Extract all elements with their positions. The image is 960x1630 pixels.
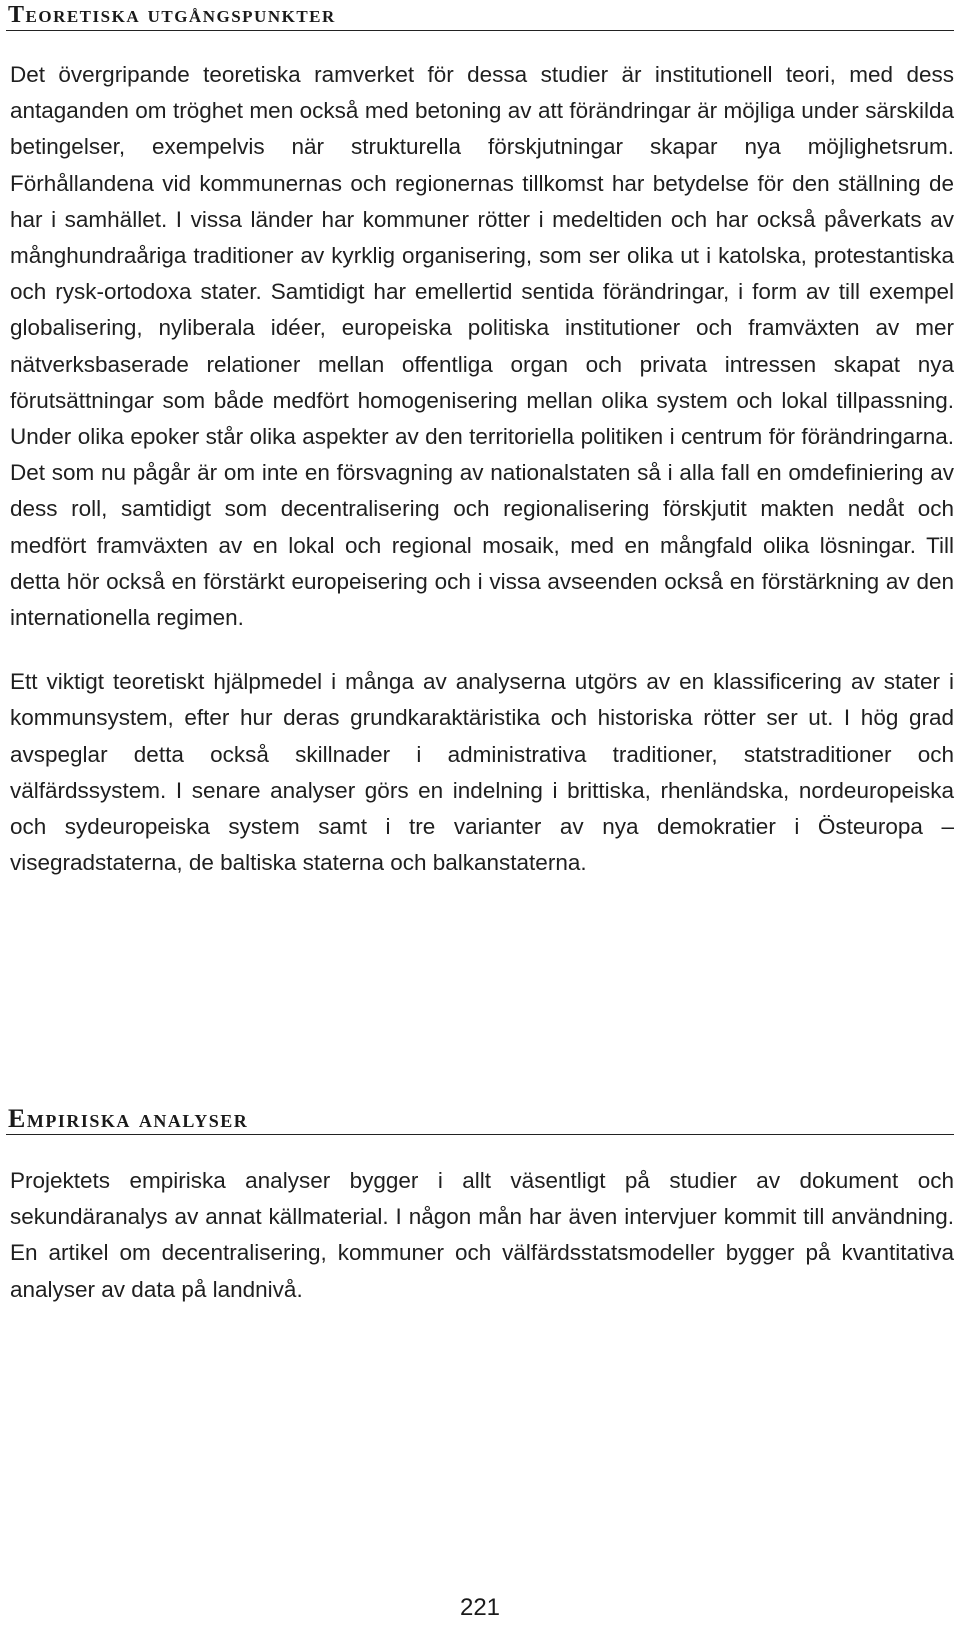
body-paragraph: Det övergripande teoretiska ramverket för dessa studier är institutionell teori, med dess antaganden om tröghet men också med betoning av att förändringar är möjliga under särskilda betingelser, exempelvis när strukturella förskjutningar skapar nya möjlighetsrum. Förhållandena vid kommunernas och regionernas tillkomst har betydelse för den ställning de har i samhället. I vissa länder har kommuner rötter i medeltiden och har också påverkats av månghundraåriga traditioner av kyrklig organisering, som ser olika ut i katolska, protestantiska och rysk-ortodoxa stater. Samtidigt har emellertid sentida förändringar, i form av till exempel globalisering, nyliberala idéer, europeiska politiska institutioner och framväxten av mer nätverksbaserade relationer mellan offentliga organ och privata intressen skapat nya förutsättningar som både medfört homogenisering mellan olika system och lokal tillpassning. Under olika epoker står olika aspekter av den territoriella politiken i centrum för förändringarna. Det som nu pågår är om inte en försvagning av nationalstaten så i alla fall en omdefiniering av dess roll, samtidigt som decentralisering och regionalisering förskjutit makten nedåt och medfört framväxten av en lokal och regional mosaik, med en mångfald olika lösningar. Till detta hör också en förstärkt europeisering och i vissa avseenden också en förstärkning av den internationella regimen. [10,62,954,631]
section-heading: Empiriska analyser [6,1104,954,1135]
body-paragraph: Projektets empiriska analyser bygger i allt väsentligt på studier av dokument och sekundäranalys av annat källmaterial. I någon mån har även intervjuer kommit till användning. En artikel om decentralisering, kommuner och välfärdsstatsmodeller bygger på kvantitativa analyser av data på landnivå. [10,1168,954,1302]
section-theoretical-basis [6,0,954,881]
body-paragraph: Ett viktigt teoretiskt hjälpmedel i många av analyserna utgörs av en klassificering av stater i kommunsystem, efter hur deras grundkaraktäristika och historiska rötter ser ut. I hög grad avspeglar detta också skillnader i administrativa traditioner, statstraditioner och välfärdssystem. I senare analyser görs en indelning i brittiska, rhenländska, nordeuropeiska och sydeuropeiska system samt i tre varianter av nya demokratier i Östeuropa – visegradstaterna, de baltiska staterna och balkanstaterna. [10,669,954,876]
page-number: 221 [459,1594,501,1621]
section-heading: Teoretiska utgångspunkter [6,0,954,31]
section-empirical-analyses [6,1104,954,1308]
